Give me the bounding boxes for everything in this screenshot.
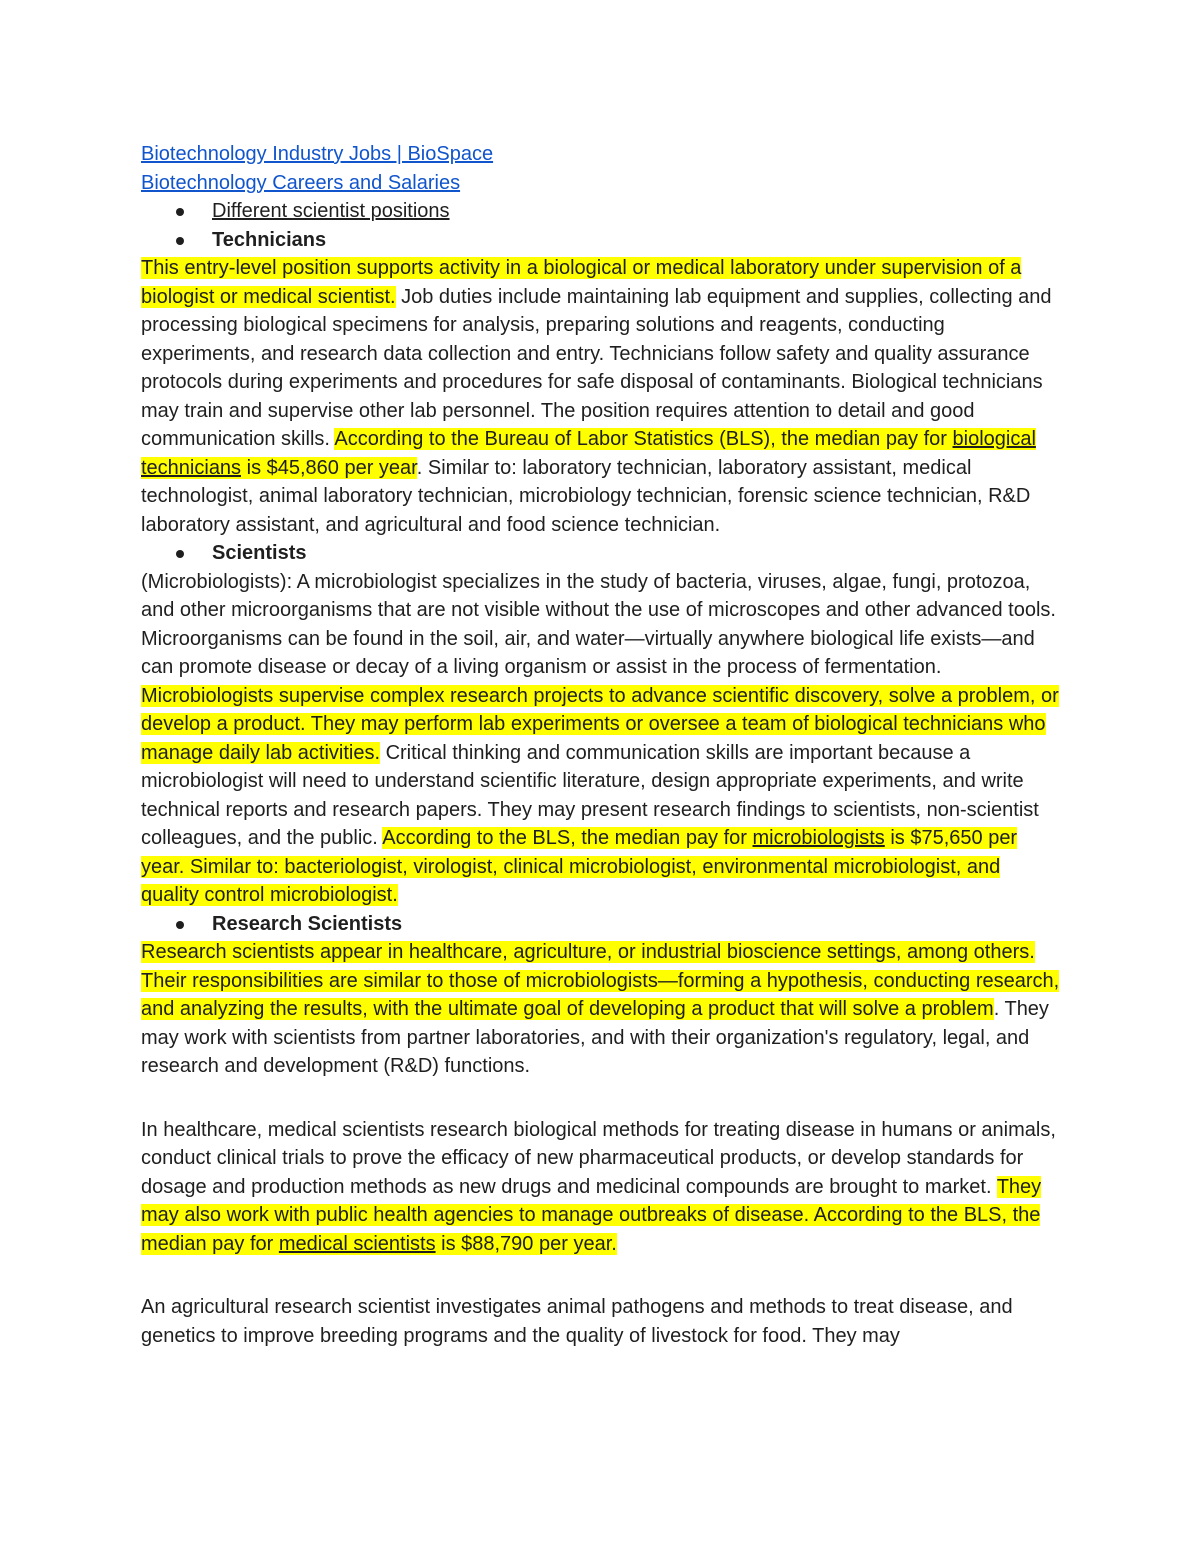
research-highlight-1: Research scientists appear in healthcare, agriculture, or industrial bioscience settings, among others. Their responsibilities are similar to those of microbiologists—forming a hypothesis, conducting research, and analyzing the results, with the ultimate goal of developing a product that will solve a problem	[141, 941, 1060, 1020]
scientists-paragraph	[141, 568, 1061, 910]
biospace-link[interactable]: Biotechnology Industry Jobs | BioSpace	[141, 143, 494, 165]
document-body	[141, 140, 1061, 1350]
bullet-technicians	[141, 226, 1061, 255]
agricultural-text-1: An agricultural research scientist investigates animal pathogens and methods to treat disease, and genetics to improve breeding programs and the quality of livestock for food. They may	[141, 1296, 1013, 1347]
agricultural-paragraph	[141, 1293, 1061, 1350]
scientists-heading: Scientists	[212, 542, 307, 564]
technicians-text-1: Job duties include maintaining lab equipment and supplies, collecting and processing biological specimens for analysis, preparing solutions and reagents, conducting experiments, and research data collection and entry. Technicians follow safety and quality assurance protocols during experiments and procedures for safe disposal of contaminants. Biological technicians may train and supervise other lab personnel. The position requires attention to detail and good communication skills.	[141, 285, 1052, 450]
research-text-1: . They may work with scientists from partner laboratories, and with their organization's regulatory, legal, and research and development (R&D) functions.	[141, 998, 1049, 1077]
technicians-highlight-2b: is $45,860 per year	[241, 456, 417, 479]
scientists-highlight-1: Microbiologists supervise complex research projects to advance scientific discovery, solve a problem, or develop a product. They may perform lab experiments or oversee a team of biological technicians who manage daily lab activities.	[141, 684, 1059, 764]
healthcare-paragraph	[141, 1116, 1061, 1259]
bullet-dot-icon	[176, 921, 184, 929]
technicians-highlight-2a: According to the Bureau of Labor Statistics (BLS), the median pay for	[334, 428, 953, 450]
research-paragraph	[141, 938, 1061, 1081]
technicians-highlight-1: This entry-level position supports activity in a biological or medical laboratory under supervision of a biologist or medical scientist.	[141, 257, 1022, 308]
medical-scientists-link[interactable]: medical scientists	[278, 1232, 436, 1255]
scientists-highlight-2a: According to the BLS, the median pay for	[382, 827, 753, 849]
scientists-text-2: Critical thinking and communication skills are important because a microbiologist will need to understand scientific literature, design appropriate experiments, and write technical reports and research papers. They may present research findings to scientists, non-scientist colleagues, and the public.	[141, 741, 1039, 849]
microbiologists-link[interactable]: microbiologists	[752, 827, 885, 849]
technicians-paragraph	[141, 254, 1061, 539]
healthcare-highlight-1: They may also work with public health agencies to manage outbreaks of disease. According to the BLS, the median pay for	[141, 1175, 1042, 1255]
paragraph-spacer	[141, 1081, 1061, 1116]
careers-link[interactable]: Biotechnology Careers and Salaries	[141, 171, 461, 194]
healthcare-text-1: In healthcare, medical scientists research biological methods for treating disease in humans or animals, conduct clinical trials to prove the efficacy of new pharmaceutical products, or develop standards for dosage and production methods as new drugs and medicinal compounds are brought to market.	[141, 1118, 1056, 1198]
technicians-heading: Technicians	[212, 228, 327, 251]
scientists-highlight-2b: is $75,650 per year. Similar to: bacteriologist, virologist, clinical microbiologist, environmental microbiologist, and quality control microbiologist.	[141, 827, 1018, 906]
bullet-dot-icon	[176, 208, 184, 216]
scientists-text-1: (Microbiologists): A microbiologist specializes in the study of bacteria, viruses, algae, fungi, protozoa, and other microorganisms that are not visible without the use of microscopes and other advanced tools. Microorganisms can be found in the soil, air, and water—virtually anywhere biological life exists—and can promote disease or decay of a living organism or assist in the process of fermentation.	[141, 570, 1056, 678]
bullet-dot-icon	[176, 550, 184, 558]
paragraph-spacer	[141, 1258, 1061, 1293]
technicians-text-2: . Similar to: laboratory technician, laboratory assistant, medical technologist, animal laboratory technician, microbiology technician, forensic science technician, R&D laboratory assistant, and agricultural and food science technician.	[141, 456, 1031, 536]
different-positions-label: Different scientist positions	[212, 200, 450, 222]
healthcare-highlight-2: is $88,790 per year.	[435, 1232, 617, 1255]
careers-link-line	[141, 169, 1061, 198]
bullet-dot-icon	[176, 237, 184, 245]
biospace-link-line	[141, 140, 1061, 169]
bullet-research-scientists	[141, 910, 1061, 939]
bullet-different-positions	[141, 197, 1061, 226]
biological-technicians-link[interactable]: biological technicians	[141, 428, 1036, 479]
research-scientists-heading: Research Scientists	[212, 912, 403, 935]
bullet-scientists	[141, 539, 1061, 568]
